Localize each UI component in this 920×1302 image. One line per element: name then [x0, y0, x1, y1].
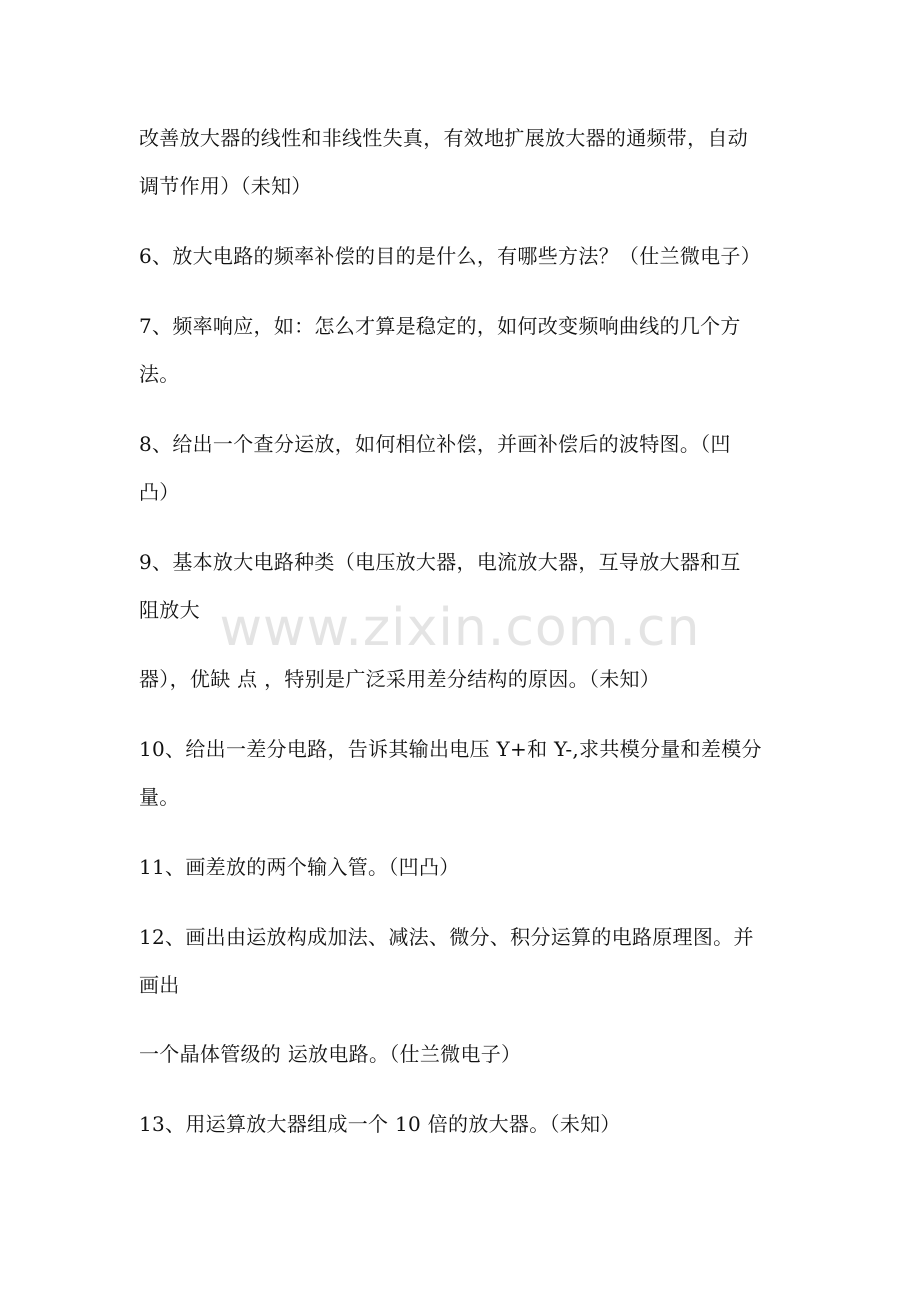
question-7-line-2: 法。 — [139, 362, 180, 386]
question-8-line-2: 凸） — [139, 480, 180, 504]
question-9-line-2: 阻放大 — [139, 598, 200, 622]
question-9-line-1: 9、基本放大电路种类（电压放大器，电流放大器，互导放大器和互 — [139, 550, 741, 574]
question-13: 13、用运算放大器组成一个 10 倍的放大器。（未知） — [139, 1112, 621, 1136]
question-11: 11、画差放的两个输入管。（凹凸） — [139, 855, 460, 879]
question-8-line-1: 8、给出一个查分运放，如何相位补偿，并画补偿后的波特图。（凹 — [139, 432, 731, 456]
question-9-line-3: 器），优缺 点 ，特别是广泛采用差分结构的原因。（未知） — [139, 667, 661, 691]
question-10-line-1: 10、给出一差分电路，告诉其输出电压 Y+和 Y-,求共模分量和差模分 — [139, 737, 762, 761]
question-6: 6、放大电路的频率补偿的目的是什么，有哪些方法？（仕兰微电子） — [139, 244, 762, 268]
watermark: www.zixin.com.cn — [219, 598, 701, 658]
question-12-line-3: 一个晶体管级的 运放电路。（仕兰微电子） — [139, 1042, 522, 1066]
question-12-line-2: 画出 — [139, 973, 180, 997]
question-10-line-2: 量。 — [139, 785, 180, 809]
text-line-1: 改善放大器的线性和非线性失真，有效地扩展放大器的通频带，自动 — [139, 126, 748, 150]
question-7-line-1: 7、频率响应，如：怎么才算是稳定的，如何改变频响曲线的几个方 — [139, 314, 741, 338]
question-12-line-1: 12、画出由运放构成加法、减法、微分、积分运算的电路原理图。并 — [139, 925, 754, 949]
text-line-2: 调节作用）（未知） — [139, 174, 312, 198]
